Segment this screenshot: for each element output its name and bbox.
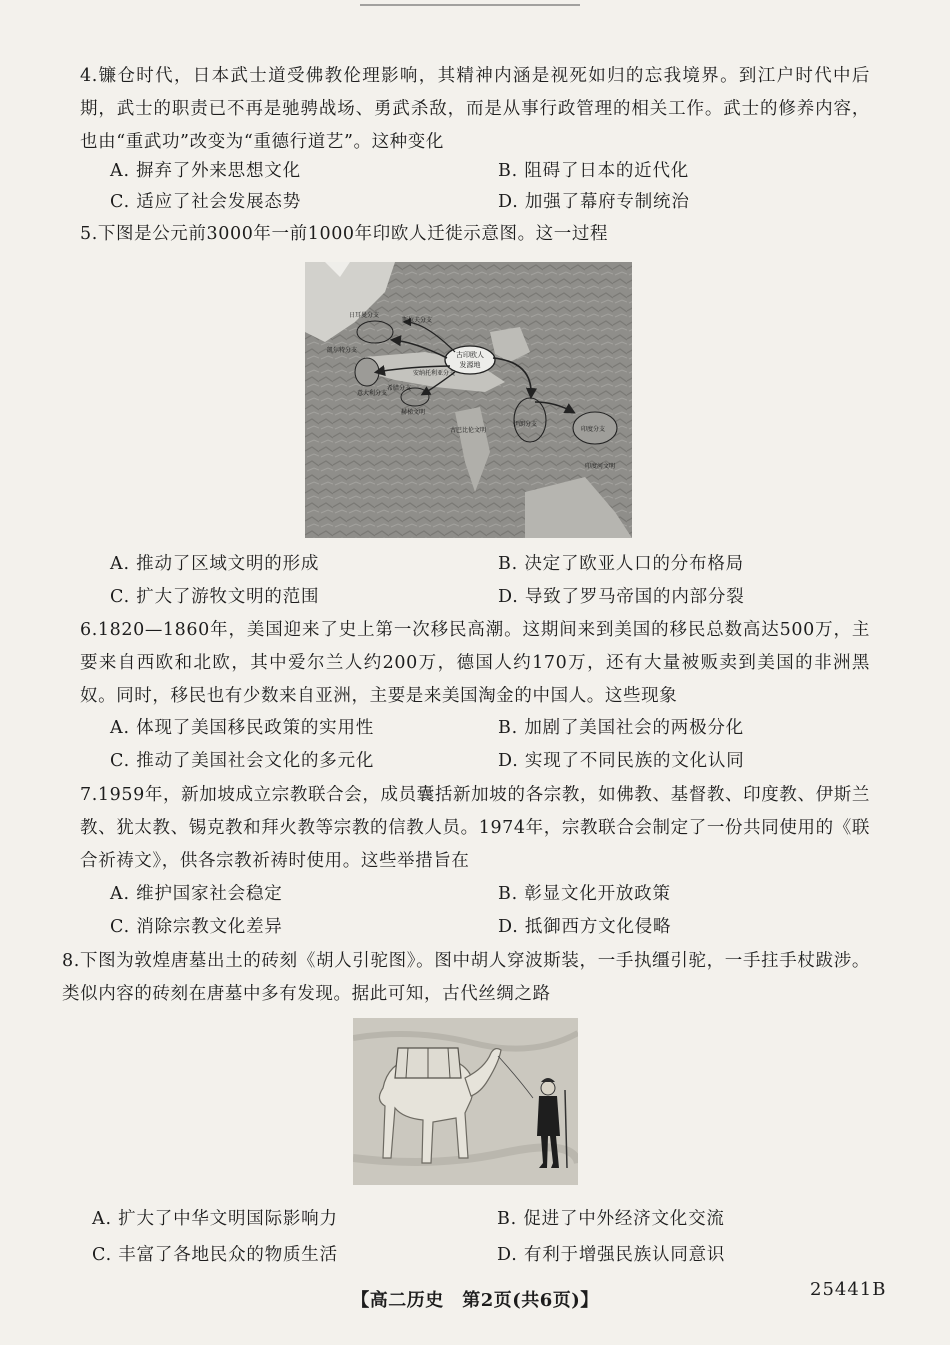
question-7-option-a[interactable]: A. 维护国家社会稳定	[110, 884, 283, 904]
question-7-option-c[interactable]: C. 消除宗教文化差异	[110, 917, 283, 937]
question-4-option-b[interactable]: B. 阻碍了日本的近代化	[498, 161, 690, 181]
label-indus: 印度河文明	[585, 463, 616, 470]
paper-code: 25441B	[810, 1279, 887, 1300]
homeland-label-2: 发源地	[459, 361, 481, 369]
page-footer: 【高二历史 第2页(共6页)】	[351, 1290, 599, 1311]
label-greek: 希腊分支	[387, 385, 412, 392]
question-7-options-row-1	[110, 877, 880, 911]
label-mesopotamia: 古巴比伦文明	[450, 427, 487, 434]
question-5-option-a[interactable]: A. 推动了区域文明的形成	[110, 554, 320, 574]
homeland-label-1: 古印欧人	[456, 351, 484, 359]
label-iranian: 伊朗分支	[513, 421, 538, 428]
question-5-option-d[interactable]: D. 导致了罗马帝国的内部分裂	[498, 587, 745, 607]
label-italic: 意大利分支	[357, 390, 388, 397]
question-5-options-row-2	[110, 580, 880, 614]
question-5-options-row-1	[110, 547, 880, 581]
label-anatolian: 安纳托利亚分支	[413, 370, 456, 377]
question-4-stem: 4.镰仓时代，日本武士道受佛教伦理影响，其精神内涵是视死如归的忘我境界。到江户时代中后期，武士的职责已不再是驰骋战场、勇武杀敌，而是从事行政管理的相关工作。武士的修养内容，也由“重武功”改变为“重德行道艺”。这种变化	[80, 66, 870, 152]
question-8-option-c[interactable]: C. 丰富了各地民众的物质生活	[92, 1245, 338, 1265]
label-india: 印度分支	[581, 426, 606, 433]
hu-man-robe	[537, 1096, 560, 1136]
label-germanic: 日耳曼分支	[349, 312, 380, 319]
question-7-options-row-2	[110, 910, 880, 944]
map-svg	[305, 262, 632, 538]
question-6-options-row-2	[110, 744, 880, 778]
question-5-stem: 5.下图是公元前3000年一前1000年印欧人迁徙示意图。这一过程	[80, 224, 609, 244]
question-4-option-d[interactable]: D. 加强了幕府专制统治	[498, 192, 690, 212]
question-5-option-c[interactable]: C. 扩大了游牧文明的范围	[110, 587, 320, 607]
question-4-options-row-2	[110, 185, 880, 219]
question-8-option-b[interactable]: B. 促进了中外经济文化交流	[497, 1209, 725, 1229]
question-6-stem: 6.1820—1860年，美国迎来了史上第一次移民高潮。这期间来到美国的移民总数高达500万，主要来自西欧和北欧，其中爱尔兰人约200万，德国人约170万，还有大量被贩卖到美国的非洲黑奴。同时，移民也有少数来自亚洲，主要是来美国淘金的中国人。这些现象	[80, 620, 870, 706]
question-8-option-a[interactable]: A. 扩大了中华文明国际影响力	[92, 1209, 338, 1229]
label-celtic: 凯尔特分支	[327, 347, 358, 354]
question-6-option-a[interactable]: A. 体现了美国移民政策的实用性	[110, 718, 375, 738]
question-8-options-row-2	[92, 1238, 862, 1272]
question-4-option-a[interactable]: A. 摒弃了外来思想文化	[110, 161, 301, 181]
question-8-options-row-1	[92, 1202, 862, 1236]
question-6-option-b[interactable]: B. 加剧了美国社会的两极分化	[498, 718, 744, 738]
page-top-rule	[360, 4, 580, 6]
question-6-option-c[interactable]: C. 推动了美国社会文化的多元化	[110, 751, 375, 771]
italic-region	[355, 358, 379, 386]
indo-european-migration-map	[305, 262, 632, 538]
label-slavic: 斯拉夫分支	[402, 317, 433, 324]
question-8-stem: 8.下图为敦煌唐墓出土的砖刻《胡人引驼图》。图中胡人穿波斯装，一手执缰引驼，一手拄手杖跋涉。类似内容的砖刻在唐墓中多有发现。据此可知，古代丝绸之路	[62, 951, 870, 1004]
question-7-option-d[interactable]: D. 抵御西方文化侵略	[498, 917, 672, 937]
question-4-options-row-1	[110, 154, 880, 188]
question-4-option-c[interactable]: C. 适应了社会发展态势	[110, 192, 301, 212]
question-6-options-row-1	[110, 711, 880, 745]
hu-man-head	[541, 1081, 555, 1095]
question-8-option-d[interactable]: D. 有利于增强民族认同意识	[497, 1245, 726, 1265]
question-7-stem: 7.1959年，新加坡成立宗教联合会，成员囊括新加坡的各宗教，如佛教、基督教、印度教、伊斯兰教、犹太教、锡克教和拜火教等宗教的信教人员。1974年，宗教联合会制定了一份共同使用的《联合祈祷文》，供各宗教祈祷时使用。这些举措旨在	[80, 785, 870, 871]
question-5-option-b[interactable]: B. 决定了欧亚人口的分布格局	[498, 554, 744, 574]
camel-brick-svg	[353, 1018, 578, 1185]
question-7-option-b[interactable]: B. 彰显文化开放政策	[498, 884, 671, 904]
label-hittite: 赫梯文明	[401, 409, 426, 416]
camel-brick-carving	[353, 1018, 578, 1185]
question-6-option-d[interactable]: D. 实现了不同民族的文化认同	[498, 751, 745, 771]
